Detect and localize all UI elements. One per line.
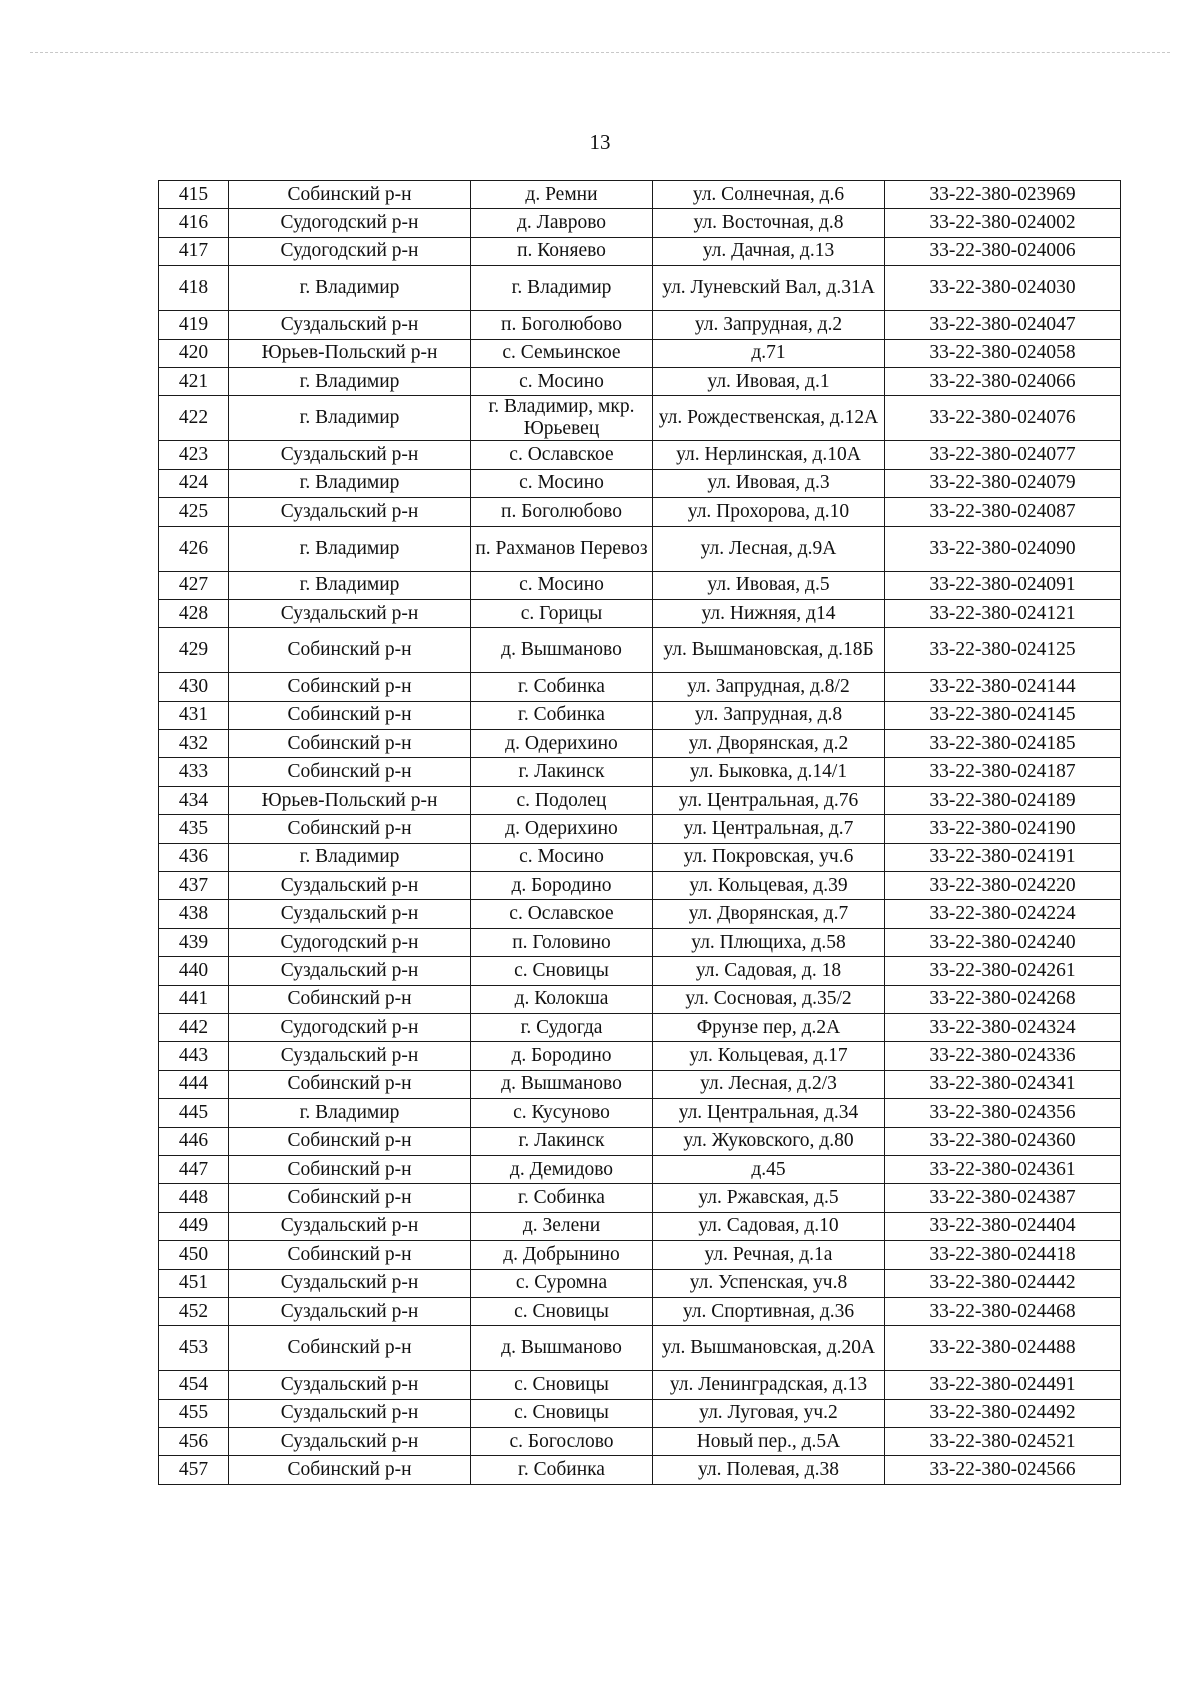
registry-code-cell: 33-22-380-024261 [885,957,1121,985]
row-number-cell: 418 [159,266,229,311]
address-cell: ул. Центральная, д.7 [653,815,885,843]
row-number-cell: 456 [159,1428,229,1456]
locality-cell: г. Лакинск [471,758,653,786]
registry-table-body [159,181,1121,1485]
table-row [159,209,1121,237]
address-cell: ул. Ржавская, д.5 [653,1184,885,1212]
registry-code-cell: 33-22-380-024356 [885,1099,1121,1127]
row-number-cell: 426 [159,526,229,571]
registry-code-cell: 33-22-380-024047 [885,311,1121,339]
district-cell: Собинский р-н [229,181,471,209]
address-cell: ул. Рождественская, д.12А [653,396,885,441]
locality-cell: г. Судогда [471,1013,653,1041]
table-row [159,758,1121,786]
address-cell: ул. Жуковского, д.80 [653,1127,885,1155]
district-cell: Собинский р-н [229,1070,471,1098]
address-cell: ул. Дворянская, д.2 [653,730,885,758]
address-cell: ул. Ивовая, д.5 [653,571,885,599]
district-cell: Суздальский р-н [229,1371,471,1399]
registry-code-cell: 33-22-380-024030 [885,266,1121,311]
table-row [159,957,1121,985]
district-cell: Собинский р-н [229,730,471,758]
registry-code-cell: 33-22-380-024185 [885,730,1121,758]
registry-code-cell: 33-22-380-024418 [885,1241,1121,1269]
table-row [159,367,1121,395]
row-number-cell: 417 [159,237,229,265]
row-number-cell: 439 [159,928,229,956]
row-number-cell: 455 [159,1399,229,1427]
registry-code-cell: 33-22-380-024090 [885,526,1121,571]
row-number-cell: 441 [159,985,229,1013]
row-number-cell: 452 [159,1297,229,1325]
table-row [159,1269,1121,1297]
district-cell: Собинский р-н [229,1241,471,1269]
locality-cell: п. Головино [471,928,653,956]
address-cell: ул. Дворянская, д.7 [653,900,885,928]
locality-cell: д. Колокша [471,985,653,1013]
row-number-cell: 430 [159,673,229,701]
district-cell: Суздальский р-н [229,957,471,985]
registry-code-cell: 33-22-380-024442 [885,1269,1121,1297]
registry-code-cell: 33-22-380-024091 [885,571,1121,599]
locality-cell: г. Собинка [471,673,653,701]
district-cell: Собинский р-н [229,1456,471,1484]
row-number-cell: 449 [159,1212,229,1240]
district-cell: Судогодский р-н [229,237,471,265]
row-number-cell: 424 [159,469,229,497]
address-cell: ул. Кольцевая, д.39 [653,872,885,900]
registry-code-cell: 33-22-380-024125 [885,628,1121,673]
locality-cell: д. Одерихино [471,815,653,843]
table-row [159,181,1121,209]
locality-cell: п. Боголюбово [471,498,653,526]
table-row [159,1013,1121,1041]
locality-cell: г. Владимир [471,266,653,311]
table-row [159,1070,1121,1098]
row-number-cell: 433 [159,758,229,786]
table-row [159,1212,1121,1240]
locality-cell: г. Собинка [471,1184,653,1212]
row-number-cell: 425 [159,498,229,526]
district-cell: Собинский р-н [229,1155,471,1183]
registry-table [158,180,1121,1485]
table-row [159,339,1121,367]
locality-cell: с. Ославское [471,900,653,928]
address-cell: ул. Ивовая, д.1 [653,367,885,395]
locality-cell: д. Одерихино [471,730,653,758]
row-number-cell: 446 [159,1127,229,1155]
table-row [159,1042,1121,1070]
registry-code-cell: 33-22-380-024404 [885,1212,1121,1240]
row-number-cell: 457 [159,1456,229,1484]
address-cell: Фрунзе пер, д.2А [653,1013,885,1041]
registry-code-cell: 33-22-380-023969 [885,181,1121,209]
locality-cell: с. Горицы [471,599,653,627]
registry-code-cell: 33-22-380-024387 [885,1184,1121,1212]
registry-code-cell: 33-22-380-024145 [885,701,1121,729]
row-number-cell: 429 [159,628,229,673]
address-cell: ул. Центральная, д.34 [653,1099,885,1127]
locality-cell: с. Богослово [471,1428,653,1456]
district-cell: Суздальский р-н [229,599,471,627]
locality-cell: д. Бородино [471,872,653,900]
district-cell: Юрьев-Польский р-н [229,786,471,814]
address-cell: ул. Ивовая, д.3 [653,469,885,497]
district-cell: г. Владимир [229,396,471,441]
registry-code-cell: 33-22-380-024220 [885,872,1121,900]
registry-code-cell: 33-22-380-024268 [885,985,1121,1013]
registry-code-cell: 33-22-380-024144 [885,673,1121,701]
district-cell: Суздальский р-н [229,1297,471,1325]
table-row [159,928,1121,956]
locality-cell: д. Ремни [471,181,653,209]
table-row [159,311,1121,339]
table-row [159,441,1121,469]
address-cell: ул. Садовая, д.10 [653,1212,885,1240]
table-row [159,237,1121,265]
address-cell: Новый пер., д.5А [653,1428,885,1456]
registry-code-cell: 33-22-380-024468 [885,1297,1121,1325]
table-row [159,872,1121,900]
table-row [159,526,1121,571]
address-cell: д.71 [653,339,885,367]
locality-cell: д. Вышманово [471,1070,653,1098]
registry-code-cell: 33-22-380-024121 [885,599,1121,627]
row-number-cell: 443 [159,1042,229,1070]
district-cell: Собинский р-н [229,985,471,1013]
table-row [159,396,1121,441]
table-row [159,571,1121,599]
row-number-cell: 438 [159,900,229,928]
district-cell: Собинский р-н [229,758,471,786]
address-cell: ул. Солнечная, д.6 [653,181,885,209]
row-number-cell: 416 [159,209,229,237]
registry-code-cell: 33-22-380-024058 [885,339,1121,367]
row-number-cell: 448 [159,1184,229,1212]
district-cell: Юрьев-Польский р-н [229,339,471,367]
district-cell: г. Владимир [229,526,471,571]
district-cell: Судогодский р-н [229,209,471,237]
district-cell: Суздальский р-н [229,441,471,469]
registry-code-cell: 33-22-380-024076 [885,396,1121,441]
row-number-cell: 427 [159,571,229,599]
table-row [159,1099,1121,1127]
address-cell: ул. Покровская, уч.6 [653,843,885,871]
address-cell: ул. Центральная, д.76 [653,786,885,814]
registry-code-cell: 33-22-380-024006 [885,237,1121,265]
registry-code-cell: 33-22-380-024079 [885,469,1121,497]
registry-code-cell: 33-22-380-024224 [885,900,1121,928]
locality-cell: п. Коняево [471,237,653,265]
table-row [159,266,1121,311]
row-number-cell: 442 [159,1013,229,1041]
locality-cell: с. Подолец [471,786,653,814]
address-cell: ул. Ленинградская, д.13 [653,1371,885,1399]
table-row [159,1456,1121,1484]
registry-code-cell: 33-22-380-024189 [885,786,1121,814]
district-cell: г. Владимир [229,469,471,497]
address-cell: ул. Запрудная, д.8/2 [653,673,885,701]
locality-cell: г. Владимир, мкр. Юрьевец [471,396,653,441]
district-cell: Собинский р-н [229,701,471,729]
row-number-cell: 420 [159,339,229,367]
row-number-cell: 445 [159,1099,229,1127]
address-cell: ул. Луневский Вал, д.31А [653,266,885,311]
registry-code-cell: 33-22-380-024566 [885,1456,1121,1484]
district-cell: Собинский р-н [229,815,471,843]
district-cell: Суздальский р-н [229,1399,471,1427]
table-row [159,843,1121,871]
table-row [159,985,1121,1013]
table-row [159,1428,1121,1456]
locality-cell: с. Кусуново [471,1099,653,1127]
district-cell: Собинский р-н [229,1326,471,1371]
row-number-cell: 415 [159,181,229,209]
locality-cell: д. Вышманово [471,1326,653,1371]
row-number-cell: 444 [159,1070,229,1098]
registry-code-cell: 33-22-380-024336 [885,1042,1121,1070]
table-row [159,498,1121,526]
district-cell: Суздальский р-н [229,872,471,900]
registry-code-cell: 33-22-380-024488 [885,1326,1121,1371]
registry-code-cell: 33-22-380-024240 [885,928,1121,956]
table-row [159,673,1121,701]
locality-cell: с. Сновицы [471,957,653,985]
address-cell: ул. Запрудная, д.8 [653,701,885,729]
address-cell: ул. Луговая, уч.2 [653,1399,885,1427]
address-cell: ул. Лесная, д.2/3 [653,1070,885,1098]
address-cell: ул. Нижняя, д14 [653,599,885,627]
table-row [159,786,1121,814]
registry-code-cell: 33-22-380-024077 [885,441,1121,469]
locality-cell: д. Бородино [471,1042,653,1070]
registry-code-cell: 33-22-380-024324 [885,1013,1121,1041]
address-cell: ул. Кольцевая, д.17 [653,1042,885,1070]
district-cell: г. Владимир [229,1099,471,1127]
locality-cell: д. Зелени [471,1212,653,1240]
district-cell: г. Владимир [229,266,471,311]
address-cell: ул. Садовая, д. 18 [653,957,885,985]
table-row [159,730,1121,758]
table-row [159,469,1121,497]
locality-cell: д. Демидово [471,1155,653,1183]
address-cell: ул. Плющиха, д.58 [653,928,885,956]
row-number-cell: 431 [159,701,229,729]
table-row [159,1184,1121,1212]
locality-cell: с. Мосино [471,571,653,599]
registry-code-cell: 33-22-380-024492 [885,1399,1121,1427]
address-cell: ул. Прохорова, д.10 [653,498,885,526]
address-cell: ул. Вышмановская, д.20А [653,1326,885,1371]
table-row [159,1127,1121,1155]
registry-code-cell: 33-22-380-024361 [885,1155,1121,1183]
locality-cell: д. Вышманово [471,628,653,673]
district-cell: г. Владимир [229,843,471,871]
registry-code-cell: 33-22-380-024491 [885,1371,1121,1399]
address-cell: ул. Дачная, д.13 [653,237,885,265]
district-cell: Суздальский р-н [229,1428,471,1456]
locality-cell: г. Лакинск [471,1127,653,1155]
district-cell: Собинский р-н [229,1127,471,1155]
district-cell: Суздальский р-н [229,1212,471,1240]
row-number-cell: 428 [159,599,229,627]
registry-code-cell: 33-22-380-024087 [885,498,1121,526]
address-cell: ул. Спортивная, д.36 [653,1297,885,1325]
row-number-cell: 447 [159,1155,229,1183]
table-row [159,628,1121,673]
table-row [159,599,1121,627]
district-cell: Суздальский р-н [229,900,471,928]
locality-cell: с. Семьинское [471,339,653,367]
table-row [159,1297,1121,1325]
district-cell: Собинский р-н [229,1184,471,1212]
district-cell: г. Владимир [229,571,471,599]
locality-cell: с. Сновицы [471,1371,653,1399]
district-cell: Собинский р-н [229,673,471,701]
row-number-cell: 454 [159,1371,229,1399]
address-cell: ул. Полевая, д.38 [653,1456,885,1484]
locality-cell: д. Добрынино [471,1241,653,1269]
table-row [159,1326,1121,1371]
registry-code-cell: 33-22-380-024002 [885,209,1121,237]
row-number-cell: 435 [159,815,229,843]
district-cell: Собинский р-н [229,628,471,673]
table-row [159,1399,1121,1427]
table-row [159,815,1121,843]
locality-cell: с. Мосино [471,843,653,871]
registry-code-cell: 33-22-380-024190 [885,815,1121,843]
row-number-cell: 453 [159,1326,229,1371]
district-cell: Суздальский р-н [229,498,471,526]
table-row [159,1155,1121,1183]
table-row [159,1371,1121,1399]
registry-code-cell: 33-22-380-024187 [885,758,1121,786]
registry-code-cell: 33-22-380-024360 [885,1127,1121,1155]
district-cell: г. Владимир [229,367,471,395]
locality-cell: с. Ославское [471,441,653,469]
row-number-cell: 423 [159,441,229,469]
row-number-cell: 432 [159,730,229,758]
address-cell: ул. Вышмановская, д.18Б [653,628,885,673]
address-cell: ул. Запрудная, д.2 [653,311,885,339]
locality-cell: с. Сновицы [471,1297,653,1325]
district-cell: Суздальский р-н [229,1269,471,1297]
row-number-cell: 436 [159,843,229,871]
locality-cell: п. Боголюбово [471,311,653,339]
district-cell: Суздальский р-н [229,1042,471,1070]
locality-cell: с. Мосино [471,367,653,395]
row-number-cell: 421 [159,367,229,395]
address-cell: ул. Лесная, д.9А [653,526,885,571]
address-cell: ул. Речная, д.1а [653,1241,885,1269]
registry-code-cell: 33-22-380-024191 [885,843,1121,871]
row-number-cell: 419 [159,311,229,339]
table-row [159,701,1121,729]
registry-code-cell: 33-22-380-024521 [885,1428,1121,1456]
locality-cell: г. Собинка [471,701,653,729]
address-cell: д.45 [653,1155,885,1183]
district-cell: Судогодский р-н [229,928,471,956]
row-number-cell: 437 [159,872,229,900]
address-cell: ул. Восточная, д.8 [653,209,885,237]
table-row [159,900,1121,928]
address-cell: ул. Сосновая, д.35/2 [653,985,885,1013]
district-cell: Судогодский р-н [229,1013,471,1041]
district-cell: Суздальский р-н [229,311,471,339]
locality-cell: с. Сновицы [471,1399,653,1427]
locality-cell: с. Мосино [471,469,653,497]
locality-cell: п. Рахманов Перевоз [471,526,653,571]
row-number-cell: 440 [159,957,229,985]
address-cell: ул. Быковка, д.14/1 [653,758,885,786]
registry-code-cell: 33-22-380-024066 [885,367,1121,395]
row-number-cell: 434 [159,786,229,814]
row-number-cell: 450 [159,1241,229,1269]
scan-artifact-line [30,52,1170,53]
locality-cell: г. Собинка [471,1456,653,1484]
locality-cell: д. Лаврово [471,209,653,237]
page-number: 13 [589,130,611,154]
table-row [159,1241,1121,1269]
row-number-cell: 422 [159,396,229,441]
address-cell: ул. Успенская, уч.8 [653,1269,885,1297]
registry-code-cell: 33-22-380-024341 [885,1070,1121,1098]
address-cell: ул. Нерлинская, д.10А [653,441,885,469]
row-number-cell: 451 [159,1269,229,1297]
locality-cell: с. Суромна [471,1269,653,1297]
